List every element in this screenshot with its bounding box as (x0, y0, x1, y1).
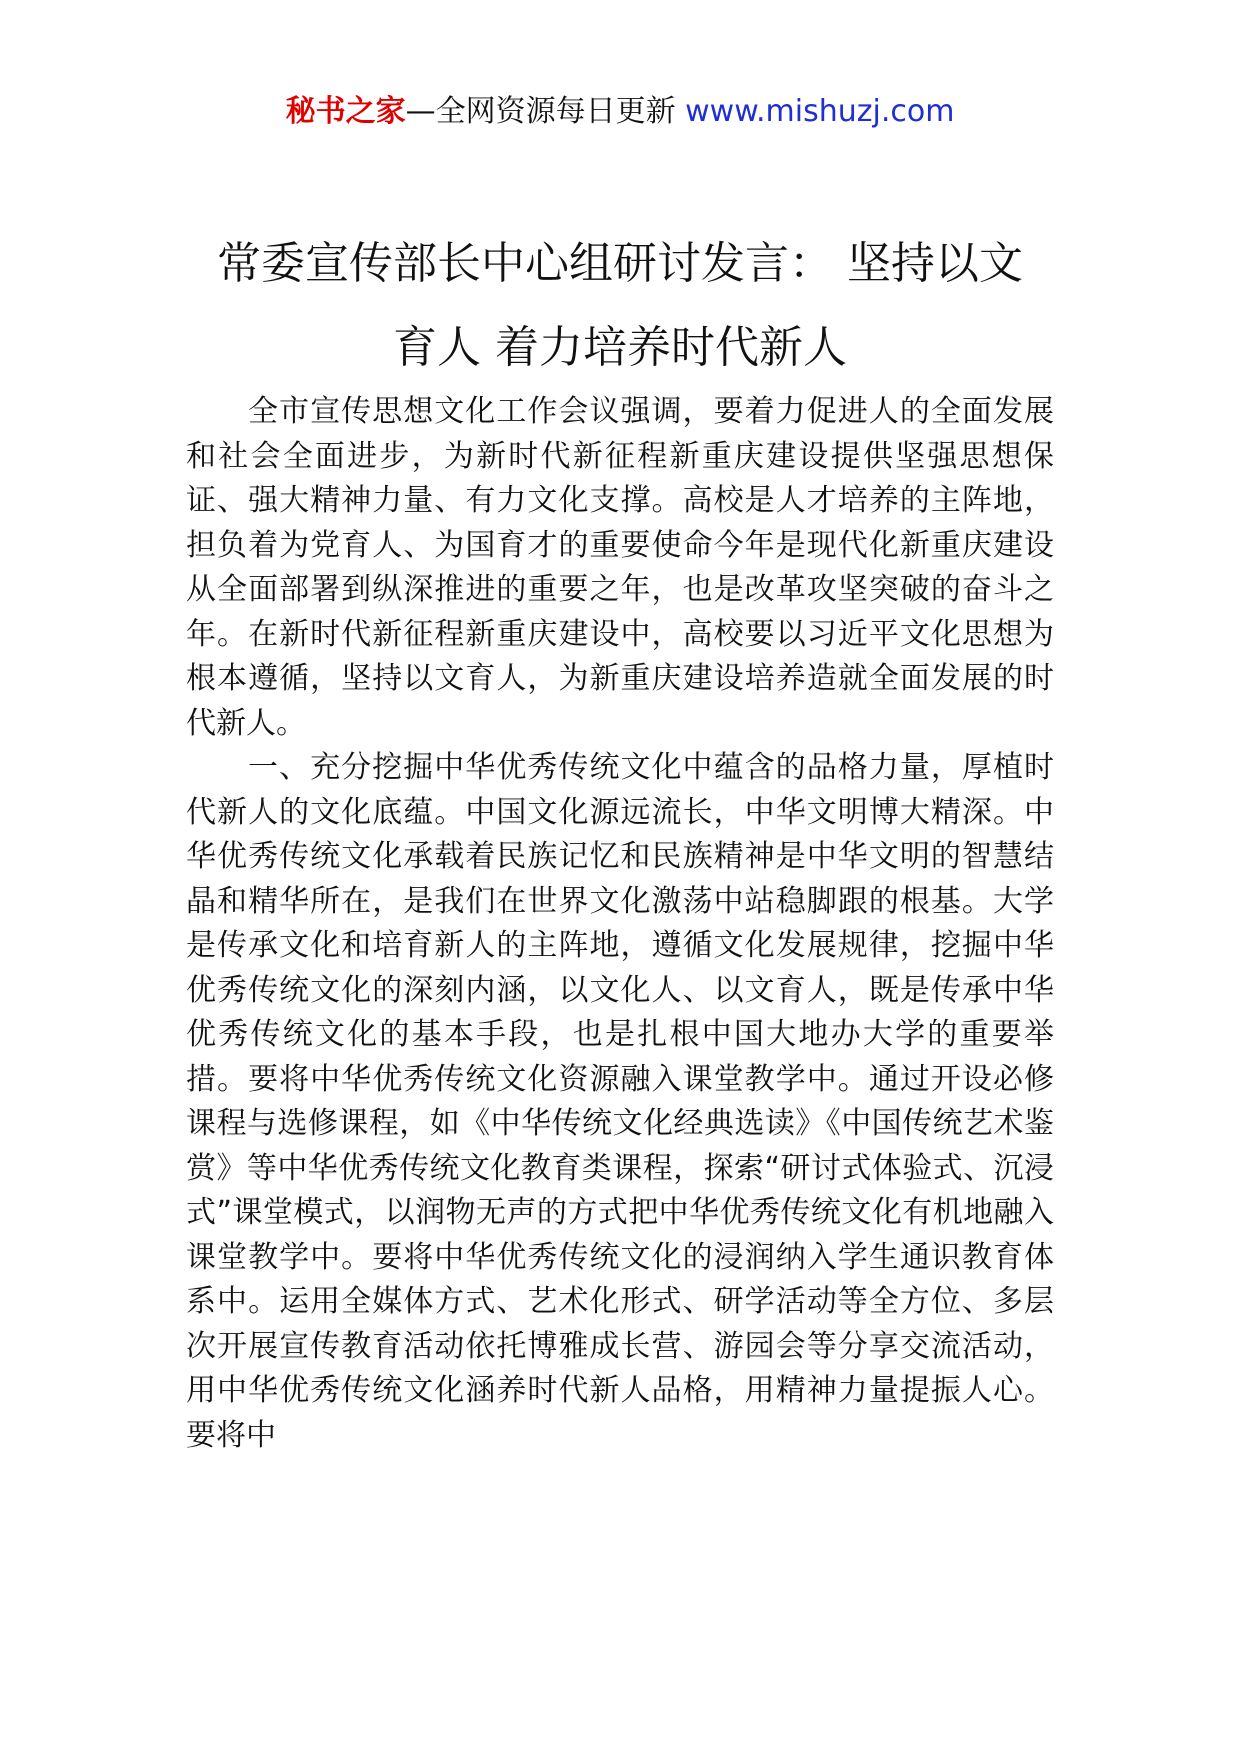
paragraph-intro: 全市宣传思想文化工作会议强调，要着力促进人的全面发展和社会全面进步，为新时代新征程新重庆建设提供坚强思想保证、强大精神力量、有力文化支撑。高校是人才培养的主阵地，担负着为党育人、为国育才的重要使命今年是现代化新重庆建设从全面部署到纵深推进的重要之年，也是改革攻坚突破的奋斗之年。在新时代新征程新重庆建设中，高校要以习近平文化思想为根本遵循，坚持以文育人，为新重庆建设培养造就全面发展的时代新人。 (186, 394, 1054, 741)
document-body (186, 390, 1054, 1458)
paragraph-section-one: 一、充分挖掘中华优秀传统文化中蕴含的品格力量，厚植时代新人的文化底蕴。中国文化源远流长，中华文明博大精深。中华优秀传统文化承载着民族记忆和民族精神是中华文明的智慧结晶和精华所在，是我们在世界文化激荡中站稳脚跟的根基。大学是传承文化和培育新人的主阵地，遵循文化发展规律，挖掘中华优秀传统文化的深刻内涵，以文化人、以文育人，既是传承中华优秀传统文化的基本手段，也是扎根中国大地办大学的重要举措。要将中华优秀传统文化资源融入课堂教学中。通过开设必修课程与选修课程，如《中华传统文化经典选读》《中国传统艺术鉴赏》等中华优秀传统文化教育类课程，探索“研讨式体验式、沉浸式”课堂模式，以润物无声的方式把中华优秀传统文化有机地融入课堂教学中。要将中华优秀传统文化的浸润纳入学生通识教育体系中。运用全媒体方式、艺术化形式、研学活动等全方位、多层次开展宣传教育活动依托博雅成长营、游园会等分享交流活动，用中华优秀传统文化涵养时代新人品格，用精神力量提振人心。要将中 (186, 750, 1054, 1453)
document-title (150, 222, 1090, 390)
site-brand: 秘书之家 (285, 94, 406, 129)
site-header (0, 92, 1240, 132)
site-url-link[interactable]: www.mishuzj.com (685, 94, 955, 129)
site-tagline: —全网资源每日更新 (405, 94, 686, 129)
title-line-1: 常委宣传部长中心组研讨发言： 坚持以文 (217, 238, 1023, 289)
title-line-2: 育人 着力培养时代新人 (393, 322, 847, 373)
